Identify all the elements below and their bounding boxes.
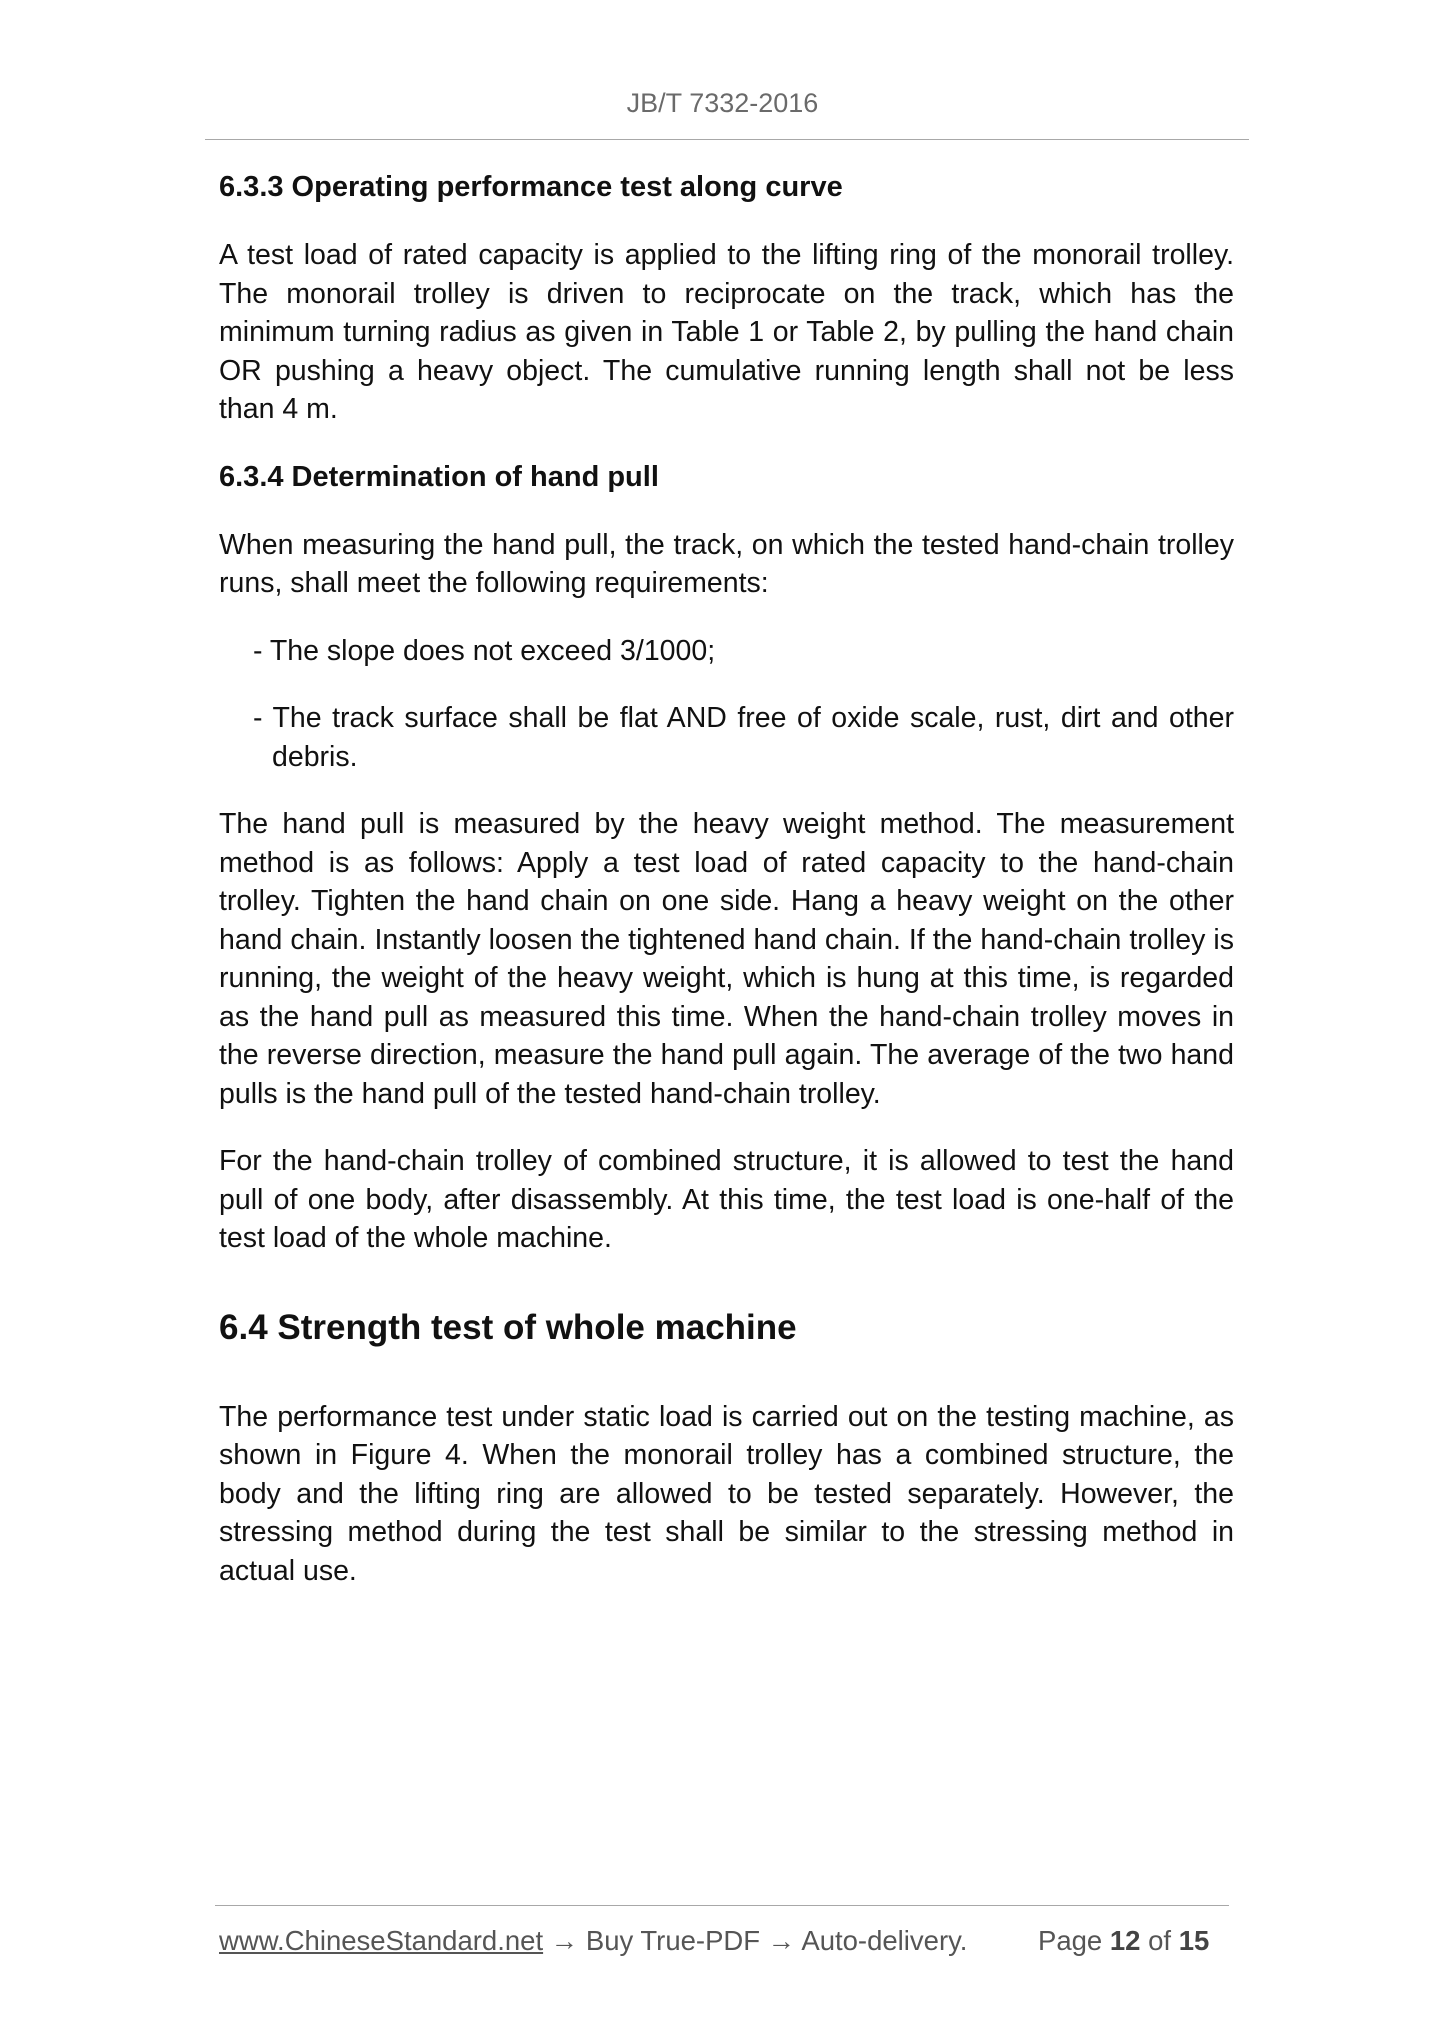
- current-page: 12: [1109, 1925, 1141, 1956]
- page-label: Page: [1038, 1925, 1103, 1956]
- arrow-icon: →: [550, 1925, 579, 1956]
- heading-6-3-4: 6.3.4 Determination of hand pull: [219, 460, 659, 493]
- document-code-header: JB/T 7332-2016: [626, 88, 819, 118]
- heading-6-4: 6.4 Strength test of whole machine: [219, 1307, 797, 1347]
- footer-divider: [215, 1905, 1229, 1906]
- requirement-surface: - The track surface shall be flat AND free of oxide scale, rust, dirt and other debris.: [253, 702, 1234, 773]
- heading-6-3-3: 6.3.3 Operating performance test along curve: [219, 171, 843, 203]
- footer-promo: [219, 1925, 967, 1957]
- requirement-slope: - The slope does not exceed 3/1000;: [253, 634, 716, 667]
- paragraph-6-3-3: A test load of rated capacity is applied to the lifting ring of the monorail trolley. The monorail trolley is driven to reciprocate on the track, which has the minimum turning radius as given in Table 1 or Table 2, by pulling the hand chain OR pushing a heavy object. The cumulative running length shall not be less than 4 m.: [219, 239, 1234, 425]
- arrow-icon: →: [767, 1925, 796, 1956]
- paragraph-6-3-4-combined: For the hand-chain trolley of combined structure, it is allowed to test the hand pull of one body, after disassembly. At this time, the test load is one-half of the test load of the whole machine.: [219, 1145, 1234, 1254]
- paragraph-6-3-4-method: The hand pull is measured by the heavy weight method. The measurement method is as follows: Apply a test load of rated capacity to the hand-chain trolley. Tighten the hand chain on one side. Hang a heavy weight on the other hand chain. Instantly loosen the tightened hand chain. If the hand-chain trolley is running, the weight of the heavy weight, which is hung at this time, is regarded as the hand pull as measured this time. When the hand-chain trolley moves in the reverse direction, measure the hand pull again. The average of the two hand pulls is the hand pull of the tested hand-chain trolley.: [219, 808, 1234, 1110]
- site-link[interactable]: www.ChineseStandard.net: [219, 1925, 544, 1956]
- paragraph-6-4: The performance test under static load is carried out on the testing machine, as shown in Figure 4. When the monorail trolley has a combined structure, the body and the lifting ring are allowed to be tested separately. However, the stressing method during the test shall be similar to the stressing method in actual use.: [219, 1400, 1234, 1587]
- page-number: [1038, 1925, 1209, 1957]
- header-divider: [205, 139, 1249, 140]
- total-pages: 15: [1178, 1925, 1210, 1956]
- delivery-text: Auto-delivery.: [801, 1925, 968, 1956]
- of-label: of: [1148, 1925, 1172, 1956]
- page-content: [219, 168, 1234, 1590]
- buy-text: Buy True-PDF: [585, 1925, 761, 1956]
- paragraph-6-3-4-intro: When measuring the hand pull, the track, on which the tested hand-chain trolley runs, shall meet the following requirements:: [219, 528, 1234, 599]
